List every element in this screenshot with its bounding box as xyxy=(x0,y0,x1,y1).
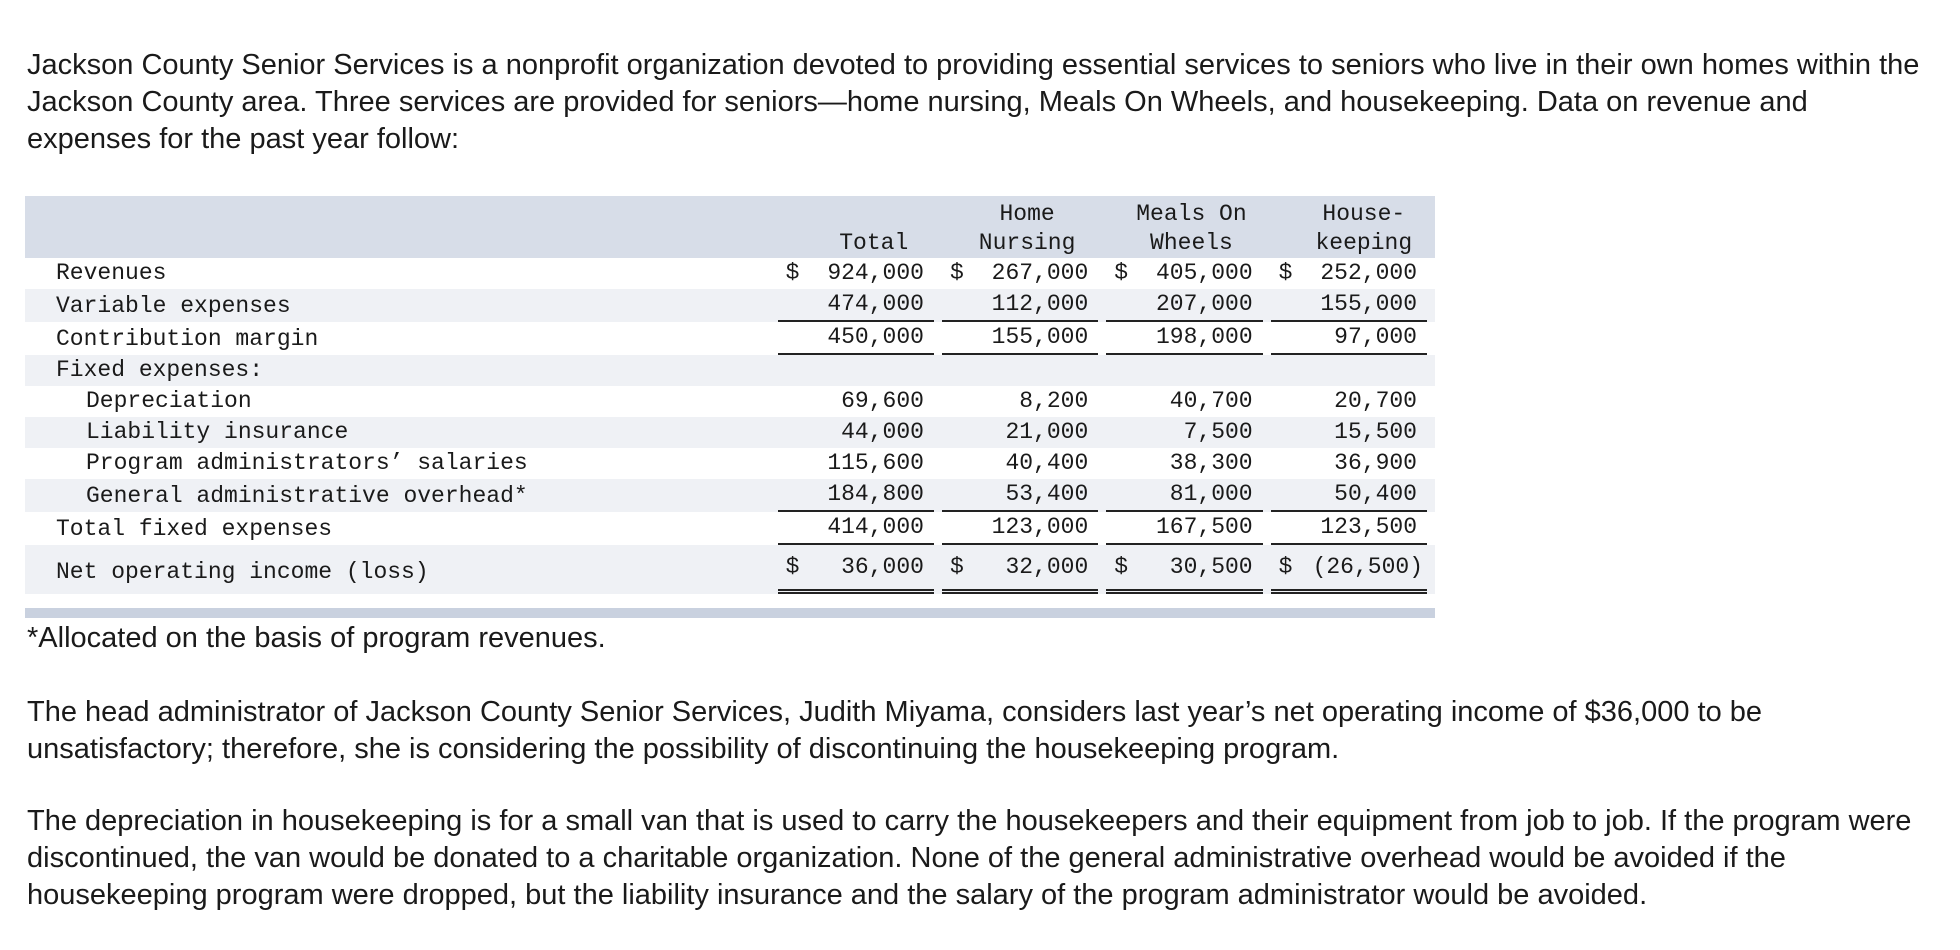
row-value xyxy=(1106,417,1270,448)
cell-value: 44,000 xyxy=(841,419,924,445)
cell-value: 15,500 xyxy=(1334,419,1417,445)
table-footer-bar xyxy=(25,608,1435,618)
row-value xyxy=(942,545,1106,594)
row-value xyxy=(1106,479,1270,512)
row-value xyxy=(778,355,942,386)
row-value xyxy=(942,512,1106,545)
header-home-nursing-line1: Home xyxy=(999,201,1055,227)
row-value xyxy=(942,289,1106,322)
cell-value: 184,800 xyxy=(827,481,924,507)
cell-value: 414,000 xyxy=(827,514,924,540)
currency-symbol: $ xyxy=(1114,260,1129,286)
row-label: Depreciation xyxy=(86,388,252,414)
row-value xyxy=(1271,417,1435,448)
header-meals-line1: Meals On xyxy=(1136,201,1247,227)
header-home-nursing-line2: Nursing xyxy=(978,230,1076,256)
cell-value: 81,000 xyxy=(1169,481,1253,507)
header-total xyxy=(778,196,942,258)
header-housekeeping xyxy=(1271,196,1435,258)
header-meals-line2: Wheels xyxy=(1150,230,1233,256)
cell-value: 123,000 xyxy=(991,514,1089,540)
cell-value: 50,400 xyxy=(1334,481,1417,507)
cell-value: 21,000 xyxy=(1005,419,1089,445)
table-row xyxy=(25,417,1435,448)
header-meals-on-wheels xyxy=(1106,196,1270,258)
paragraph-3: The depreciation in housekeeping is for a small van that is used to carry the housekeepers and their equipment from job to job. If the program were discontinued, the van would be donated to a charitable organization. None of the general administrative overhead would be avoided if the housekeeping program were dropped, but the liability insurance and the salary of the program administrator would be avoided. xyxy=(27,805,1912,911)
row-value xyxy=(1106,512,1270,545)
cell-value: 30,500 xyxy=(1169,554,1253,580)
currency-symbol: $ xyxy=(1278,554,1293,580)
cell-value: 155,000 xyxy=(991,324,1089,350)
row-value xyxy=(778,386,942,417)
row-value xyxy=(1271,386,1435,417)
cell-value: 36,900 xyxy=(1334,450,1417,476)
row-value xyxy=(1106,258,1270,289)
row-value xyxy=(778,417,942,448)
cell-value: 267,000 xyxy=(991,260,1089,286)
row-value xyxy=(778,448,942,479)
row-label: Contribution margin xyxy=(56,326,319,352)
cell-value: 207,000 xyxy=(1156,291,1253,317)
table-row xyxy=(25,386,1435,417)
row-value xyxy=(778,479,942,512)
cell-value: 53,400 xyxy=(1005,481,1089,507)
row-value xyxy=(942,417,1106,448)
row-value xyxy=(1271,289,1435,322)
row-label: General administrative overhead* xyxy=(25,479,778,512)
cell-value: 198,000 xyxy=(1156,324,1253,350)
cell-value: 450,000 xyxy=(827,324,924,350)
currency-symbol: $ xyxy=(1114,554,1129,580)
cell-value: 32,000 xyxy=(1005,554,1089,580)
header-blank xyxy=(25,196,778,258)
row-label: Program administrators’ salaries xyxy=(86,450,528,476)
cell-value: 97,000 xyxy=(1334,324,1417,350)
header-home-nursing xyxy=(942,196,1106,258)
table-row xyxy=(25,545,1435,594)
table-row xyxy=(25,448,1435,479)
row-label: Fixed expenses: xyxy=(25,355,778,386)
cell-value: 155,000 xyxy=(1320,291,1417,317)
row-value xyxy=(1271,258,1435,289)
cell-value: 7,500 xyxy=(1183,419,1253,445)
table-row xyxy=(25,355,1435,386)
footnote: *Allocated on the basis of program revenues. xyxy=(27,622,606,654)
row-value xyxy=(1106,289,1270,322)
table-row xyxy=(25,512,1435,545)
currency-symbol: $ xyxy=(785,260,800,286)
row-value xyxy=(1271,512,1435,545)
row-value xyxy=(1106,322,1270,355)
cell-value: 36,000 xyxy=(841,554,924,580)
row-value xyxy=(778,289,942,322)
cell-value: 38,300 xyxy=(1169,450,1253,476)
income-statement-table xyxy=(25,196,1435,618)
row-value xyxy=(1271,545,1435,594)
row-value xyxy=(1271,355,1435,386)
table-row xyxy=(25,322,1435,355)
cell-value: 115,600 xyxy=(827,450,924,476)
row-value xyxy=(942,258,1106,289)
header-total-line2: Total xyxy=(839,230,909,256)
cell-value: 405,000 xyxy=(1156,260,1253,286)
row-value xyxy=(942,322,1106,355)
row-label: Liability insurance xyxy=(25,417,778,448)
row-value xyxy=(1271,448,1435,479)
cell-value: 8,200 xyxy=(1019,388,1089,414)
intro-paragraph: Jackson County Senior Services is a nonprofit organization devoted to providing essential services to seniors who live in their own homes within the Jackson County area. Three services are provided for seniors—home nursing, Meals On Wheels, and housekeeping. Data on revenue and expenses for the past year follow: xyxy=(27,49,1920,155)
row-value xyxy=(942,386,1106,417)
cell-value: 123,500 xyxy=(1320,514,1417,540)
row-value xyxy=(1106,448,1270,479)
cell-value: 167,500 xyxy=(1156,514,1253,540)
header-housekeeping-line1: House- xyxy=(1322,201,1406,227)
cell-value: 20,700 xyxy=(1334,388,1417,414)
row-value xyxy=(942,479,1106,512)
row-value xyxy=(1271,322,1435,355)
row-label: Revenues xyxy=(56,260,167,286)
cell-value: 69,600 xyxy=(841,388,924,414)
cell-value: 40,700 xyxy=(1169,388,1253,414)
table-row xyxy=(25,479,1435,512)
currency-symbol: $ xyxy=(785,554,800,580)
row-value xyxy=(1106,386,1270,417)
cell-value: 40,400 xyxy=(1005,450,1089,476)
row-value xyxy=(778,322,942,355)
cell-value: 924,000 xyxy=(827,260,924,286)
header-housekeeping-line2: keeping xyxy=(1315,230,1413,256)
cell-value: 112,000 xyxy=(991,291,1089,317)
cell-value: 474,000 xyxy=(827,291,924,317)
row-label: Net operating income (loss) xyxy=(25,545,778,594)
table-row xyxy=(25,289,1435,322)
paragraph-2: The head administrator of Jackson County Senior Services, Judith Miyama, considers last year’s net operating income of $36,000 to be unsatisfactory; therefore, she is considering the possibility of discontinuing the housekeeping program. xyxy=(27,696,1763,765)
row-value xyxy=(1106,355,1270,386)
row-value xyxy=(778,258,942,289)
row-value xyxy=(1271,479,1435,512)
currency-symbol: $ xyxy=(949,554,964,580)
row-value xyxy=(942,355,1106,386)
table-row xyxy=(25,258,1435,289)
row-value xyxy=(778,545,942,594)
cell-value: 252,000 xyxy=(1320,260,1417,286)
row-value xyxy=(778,512,942,545)
row-label: Variable expenses xyxy=(25,289,778,322)
row-value xyxy=(1106,545,1270,594)
currency-symbol: $ xyxy=(949,260,964,286)
cell-value: (26,500) xyxy=(1312,554,1423,580)
table-header-row xyxy=(25,196,1435,258)
row-label: Total fixed expenses xyxy=(56,516,333,542)
currency-symbol: $ xyxy=(1278,260,1293,286)
row-value xyxy=(942,448,1106,479)
